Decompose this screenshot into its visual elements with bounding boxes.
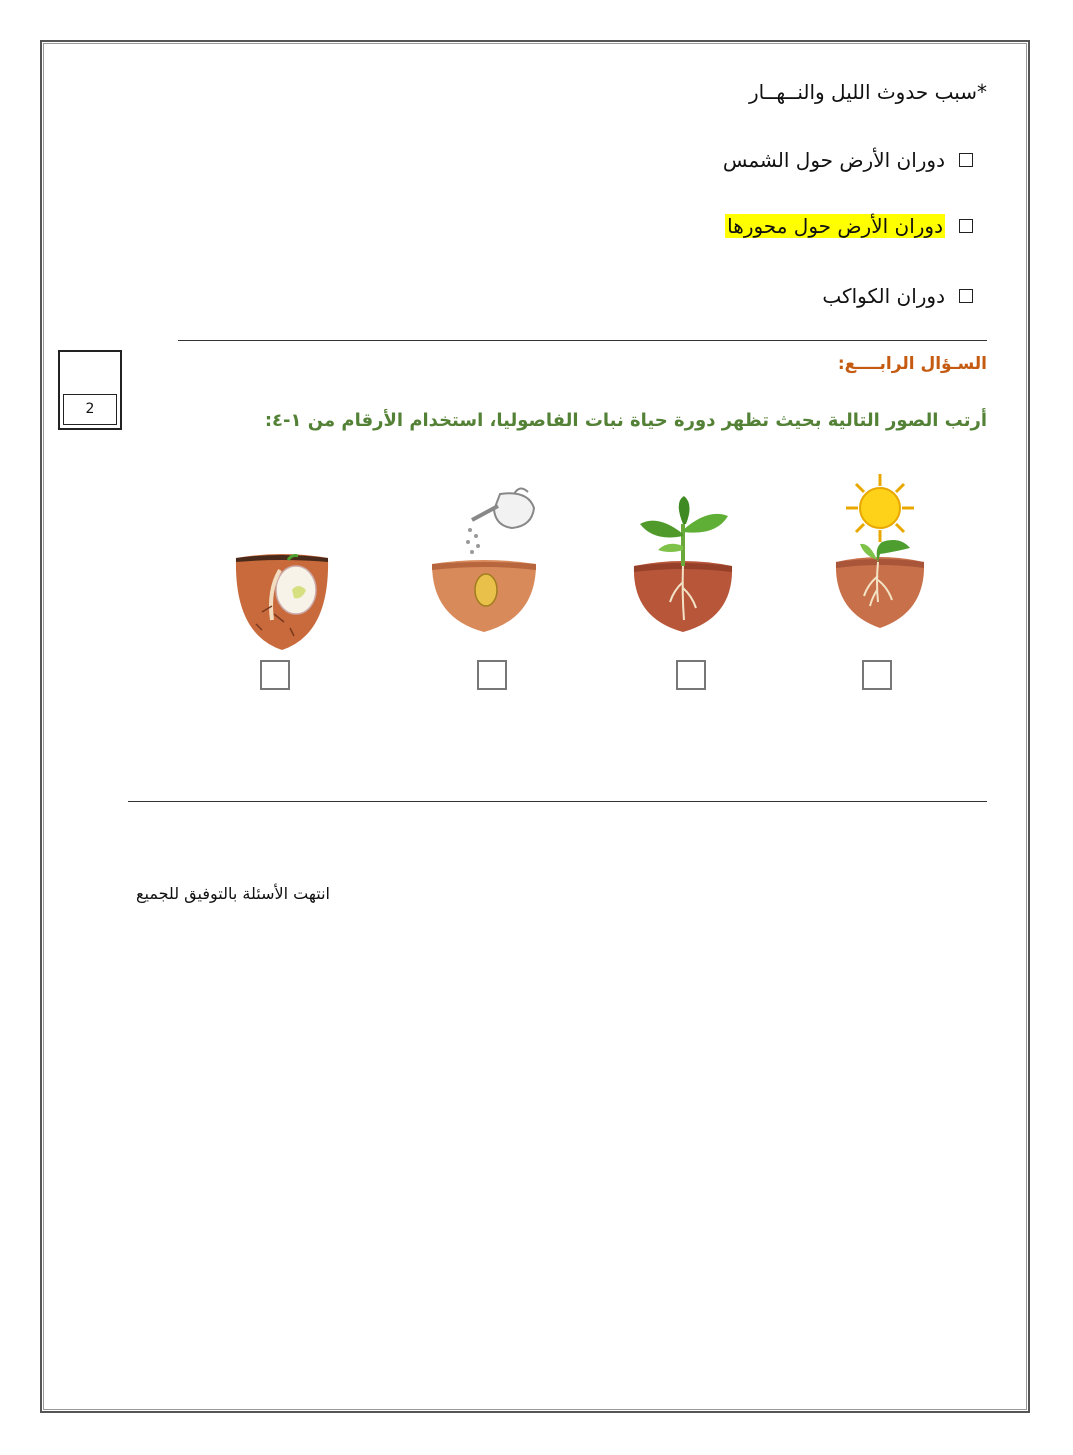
option-1[interactable] — [723, 148, 973, 172]
option-2[interactable] — [725, 214, 973, 238]
bean-plant-icon — [628, 494, 738, 634]
question-4-instruction: أرتب الصور التالية بحيث تظهر دورة حياة نبات الفاصوليا، استخدام الأرقام من ١-٤: — [264, 410, 987, 431]
page-border-inner — [43, 43, 1027, 1410]
answer-box-4[interactable] — [260, 660, 290, 690]
question-3-title: *سبب حدوث الليل والنــهــار — [748, 80, 987, 104]
section-divider — [178, 340, 987, 341]
answer-box-3[interactable] — [477, 660, 507, 690]
checkbox-option-2[interactable] — [959, 219, 973, 233]
checkbox-option-3[interactable] — [959, 289, 973, 303]
watering-can-seed-icon — [428, 484, 540, 634]
option-3[interactable] — [822, 284, 973, 308]
answer-box-2[interactable] — [676, 660, 706, 690]
section-divider-2 — [128, 801, 987, 802]
score-box — [58, 350, 122, 430]
sun-and-sprout-icon — [830, 472, 930, 642]
closing-message: انتهت الأسئلة بالتوفيق للجميع — [136, 884, 330, 903]
germinating-seed-icon — [232, 550, 332, 652]
checkbox-option-1[interactable] — [959, 153, 973, 167]
question-4-title: السـؤال الرابــــع: — [837, 354, 987, 374]
option-1-label: دوران الأرض حول الشمس — [722, 148, 945, 172]
option-3-label: دوران الكواكب — [822, 284, 945, 308]
answer-box-1[interactable] — [862, 660, 892, 690]
score-value: 2 — [63, 394, 117, 425]
option-2-label: دوران الأرض حول محورها — [727, 214, 943, 238]
